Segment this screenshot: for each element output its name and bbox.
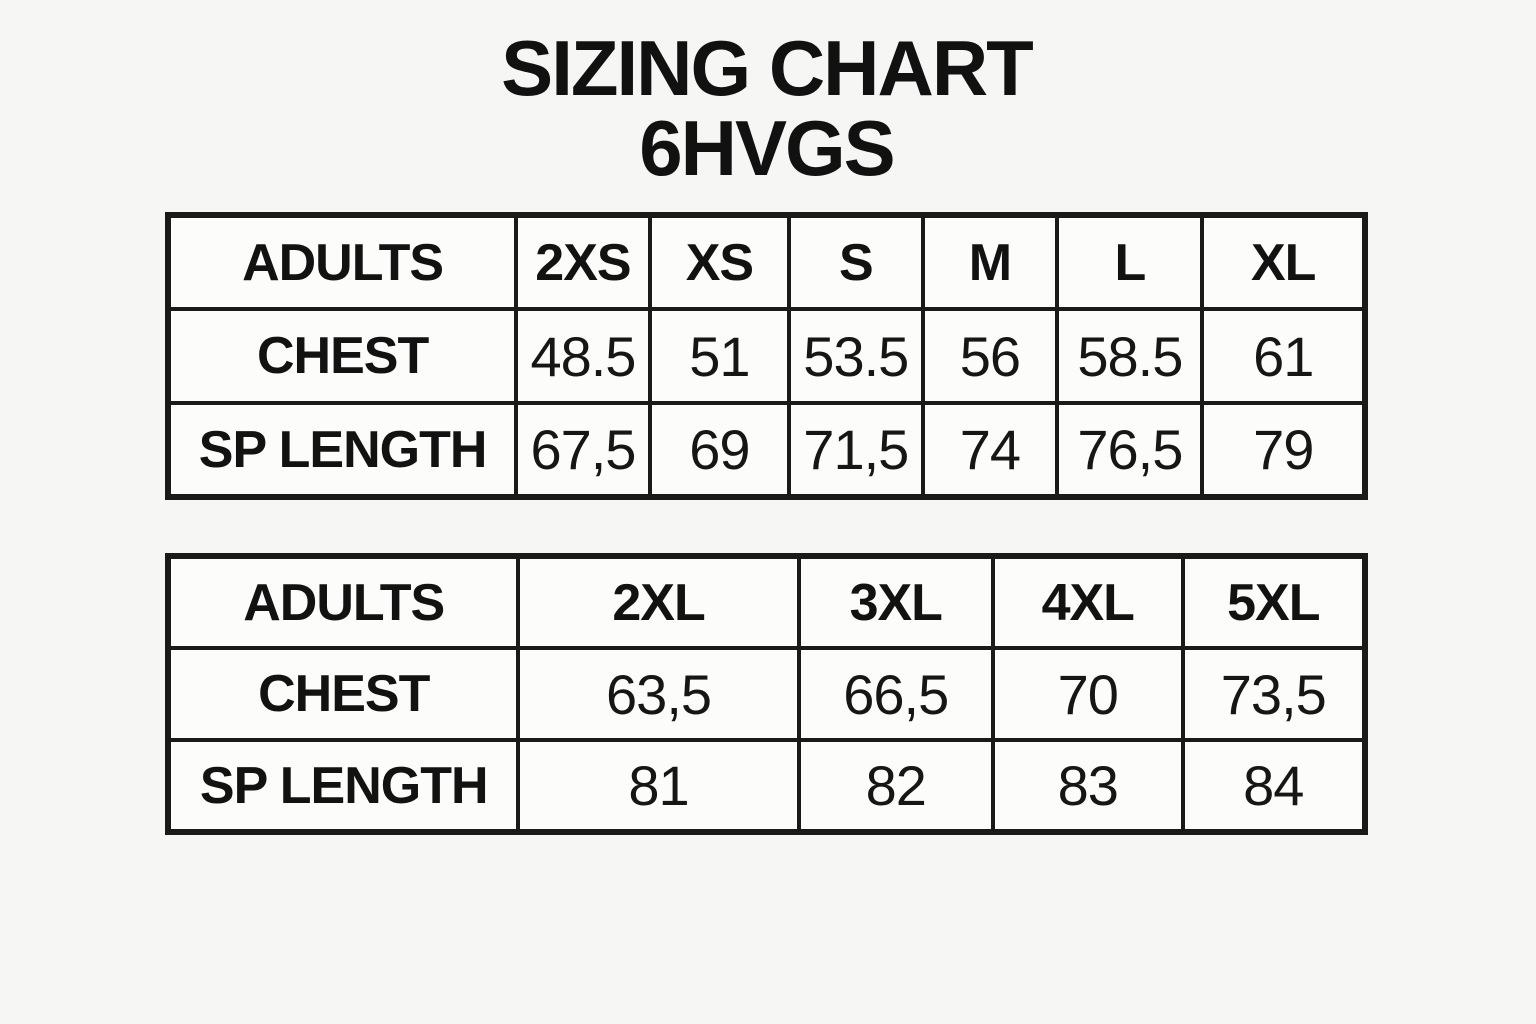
value-cell: 48.5 <box>516 309 650 403</box>
page-title <box>165 24 1368 192</box>
sizing-table-2xs-xl <box>165 212 1368 500</box>
row-label: CHEST <box>168 648 518 740</box>
value-cell: 66,5 <box>799 648 993 740</box>
table-row <box>168 403 1365 497</box>
value-cell: 73,5 <box>1183 648 1365 740</box>
value-cell: 84 <box>1183 740 1365 832</box>
row-label: SP LENGTH <box>168 403 516 497</box>
value-cell: 63,5 <box>518 648 798 740</box>
row-label: SP LENGTH <box>168 740 518 832</box>
header-size-cell: L <box>1057 215 1202 309</box>
value-cell: 71,5 <box>789 403 923 497</box>
value-cell: 79 <box>1202 403 1365 497</box>
value-cell: 83 <box>993 740 1183 832</box>
table-header-row <box>168 556 1365 648</box>
value-cell: 51 <box>650 309 789 403</box>
table-row <box>168 648 1365 740</box>
header-size-cell: S <box>789 215 923 309</box>
value-cell: 76,5 <box>1057 403 1202 497</box>
header-row-label: ADULTS <box>168 556 518 648</box>
sizing-table-wrap-2xs-xl <box>165 212 1368 494</box>
value-cell: 70 <box>993 648 1183 740</box>
header-row-label: ADULTS <box>168 215 516 309</box>
page-title-line2: 6HVGS <box>639 104 894 192</box>
value-cell: 53.5 <box>789 309 923 403</box>
value-cell: 81 <box>518 740 798 832</box>
table-row <box>168 309 1365 403</box>
header-size-cell: 5XL <box>1183 556 1365 648</box>
value-cell: 69 <box>650 403 789 497</box>
value-cell: 61 <box>1202 309 1365 403</box>
header-size-cell: XS <box>650 215 789 309</box>
value-cell: 82 <box>799 740 993 832</box>
value-cell: 56 <box>923 309 1058 403</box>
value-cell: 67,5 <box>516 403 650 497</box>
header-size-cell: 2XL <box>518 556 798 648</box>
table-row <box>168 740 1365 832</box>
header-size-cell: 4XL <box>993 556 1183 648</box>
value-cell: 74 <box>923 403 1058 497</box>
header-size-cell: 3XL <box>799 556 993 648</box>
table-header-row <box>168 215 1365 309</box>
header-size-cell: 2XS <box>516 215 650 309</box>
sizing-table-wrap-2xl-5xl <box>165 553 1368 829</box>
value-cell: 58.5 <box>1057 309 1202 403</box>
header-size-cell: XL <box>1202 215 1365 309</box>
page-title-line1: SIZING CHART <box>501 24 1032 112</box>
row-label: CHEST <box>168 309 516 403</box>
sizing-table-2xl-5xl <box>165 553 1368 835</box>
header-size-cell: M <box>923 215 1058 309</box>
